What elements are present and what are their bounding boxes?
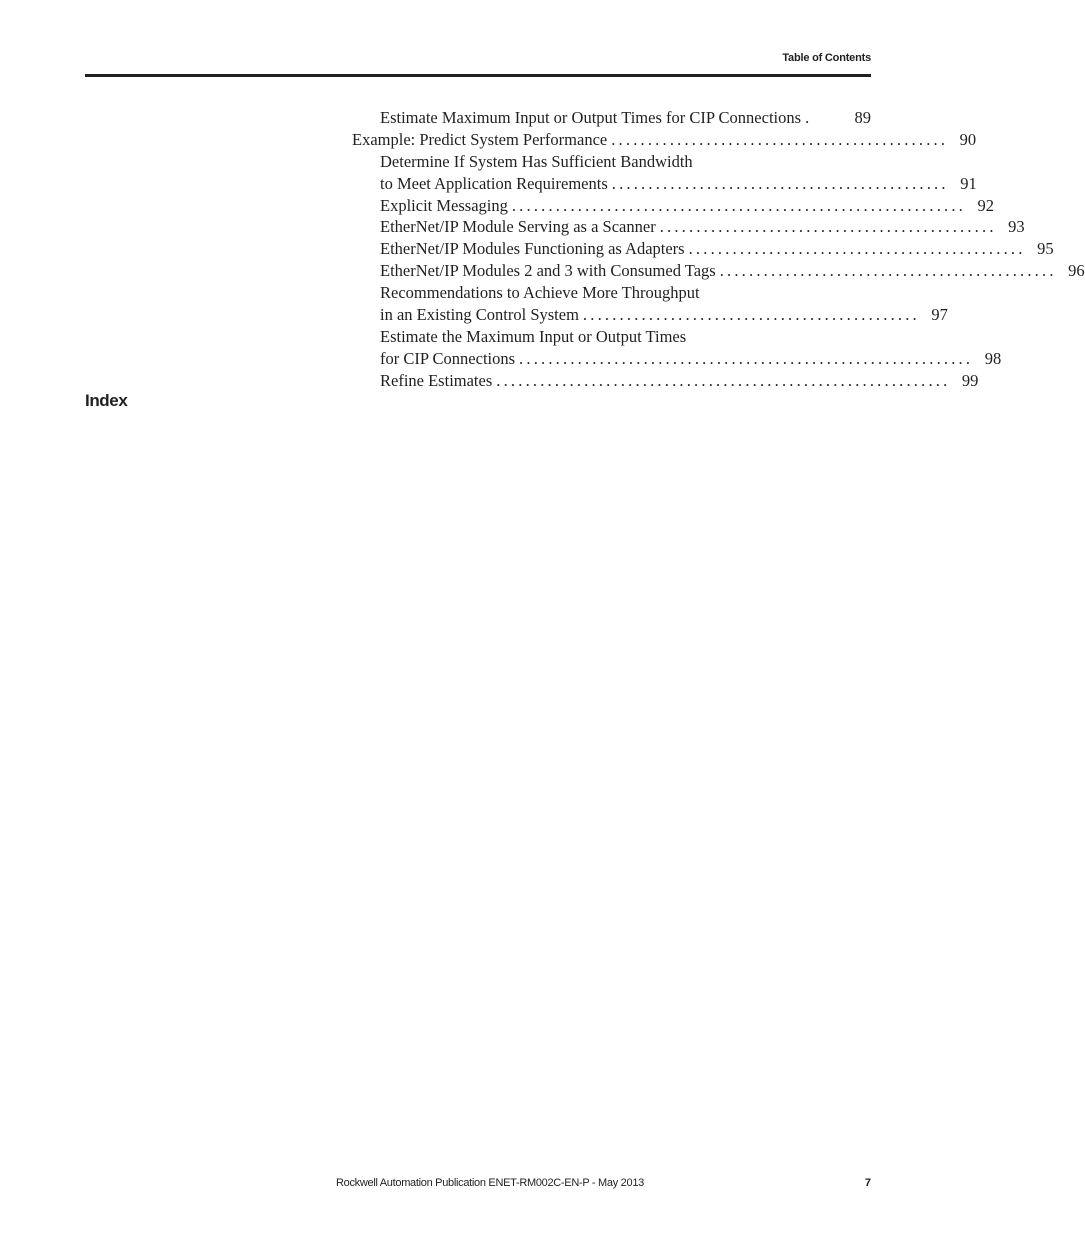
footer-publication: Rockwell Automation Publication ENET-RM002C-EN-P - May 2013 — [336, 1177, 644, 1189]
toc-leader: .............................................. — [582, 305, 920, 325]
toc-entry[interactable] — [352, 151, 871, 173]
toc-entry-title-line1: Determine If System Has Sufficient Bandwidth — [380, 151, 693, 171]
toc-entry-title: Explicit Messaging — [380, 195, 508, 215]
toc-leader: .............................................. — [611, 173, 949, 193]
toc-entry-title: EtherNet/IP Modules Functioning as Adapters — [380, 239, 685, 259]
toc-entry-continued[interactable] — [352, 304, 948, 326]
header-rule — [85, 74, 871, 77]
toc-entry[interactable] — [352, 195, 995, 217]
toc-entry[interactable] — [352, 107, 871, 129]
toc-leader: .............................................................. — [496, 370, 951, 390]
index-heading[interactable]: Index — [85, 391, 128, 410]
toc-entry-title: EtherNet/IP Modules 2 and 3 with Consumed Tags — [380, 261, 716, 281]
toc-leader: .............................................................. — [511, 195, 967, 215]
toc-entry[interactable] — [352, 216, 1025, 238]
toc-leader: .............................................. — [719, 261, 1057, 281]
toc-entry-continued[interactable] — [352, 173, 977, 195]
toc-entry-title-line2: in an Existing Control System — [380, 305, 579, 325]
toc-entry-page: 89 — [854, 108, 871, 127]
table-of-contents — [352, 107, 1085, 392]
toc-entry-page: 92 — [977, 195, 995, 215]
toc-entry-page: 95 — [1037, 239, 1054, 259]
toc-entry-title: EtherNet/IP Module Serving as a Scanner — [380, 217, 656, 237]
toc-entry[interactable] — [352, 326, 871, 348]
toc-leader: .............................................................. — [519, 348, 974, 368]
toc-entry-title-line1: Estimate the Maximum Input or Output Times — [380, 326, 687, 346]
footer-page-number: 7 — [864, 1177, 871, 1189]
toc-leader: . — [805, 108, 813, 127]
toc-entry[interactable] — [352, 129, 977, 151]
toc-entry-continued[interactable] — [352, 348, 1002, 370]
running-head: Table of Contents — [782, 52, 871, 64]
toc-entry-title-line2: to Meet Application Requirements — [380, 173, 608, 193]
toc-entry[interactable] — [352, 370, 979, 392]
toc-entry-title: Example: Predict System Performance — [352, 129, 608, 149]
toc-entry-page: 91 — [960, 173, 977, 193]
toc-entry-page: 96 — [1068, 261, 1085, 281]
toc-leader: .............................................. — [611, 129, 949, 149]
toc-entry-title: Estimate Maximum Input or Output Times for CIP Connections — [380, 108, 802, 127]
toc-entry-page: 97 — [931, 305, 948, 325]
toc-entry-title-line2: for CIP Connections — [380, 348, 516, 368]
toc-entry-page: 98 — [984, 348, 1002, 368]
toc-entry-page: 99 — [961, 370, 979, 390]
toc-entry-page: 93 — [1008, 217, 1025, 237]
toc-entry[interactable] — [352, 238, 1054, 260]
toc-entry-page: 90 — [959, 129, 977, 149]
toc-entry-title-line1: Recommendations to Achieve More Throughput — [380, 283, 700, 303]
toc-leader: .............................................. — [659, 217, 997, 237]
toc-entry-title: Refine Estimates — [380, 370, 493, 390]
toc-leader: .............................................. — [688, 239, 1026, 259]
toc-entry[interactable] — [352, 282, 871, 304]
toc-entry[interactable] — [352, 260, 1085, 282]
